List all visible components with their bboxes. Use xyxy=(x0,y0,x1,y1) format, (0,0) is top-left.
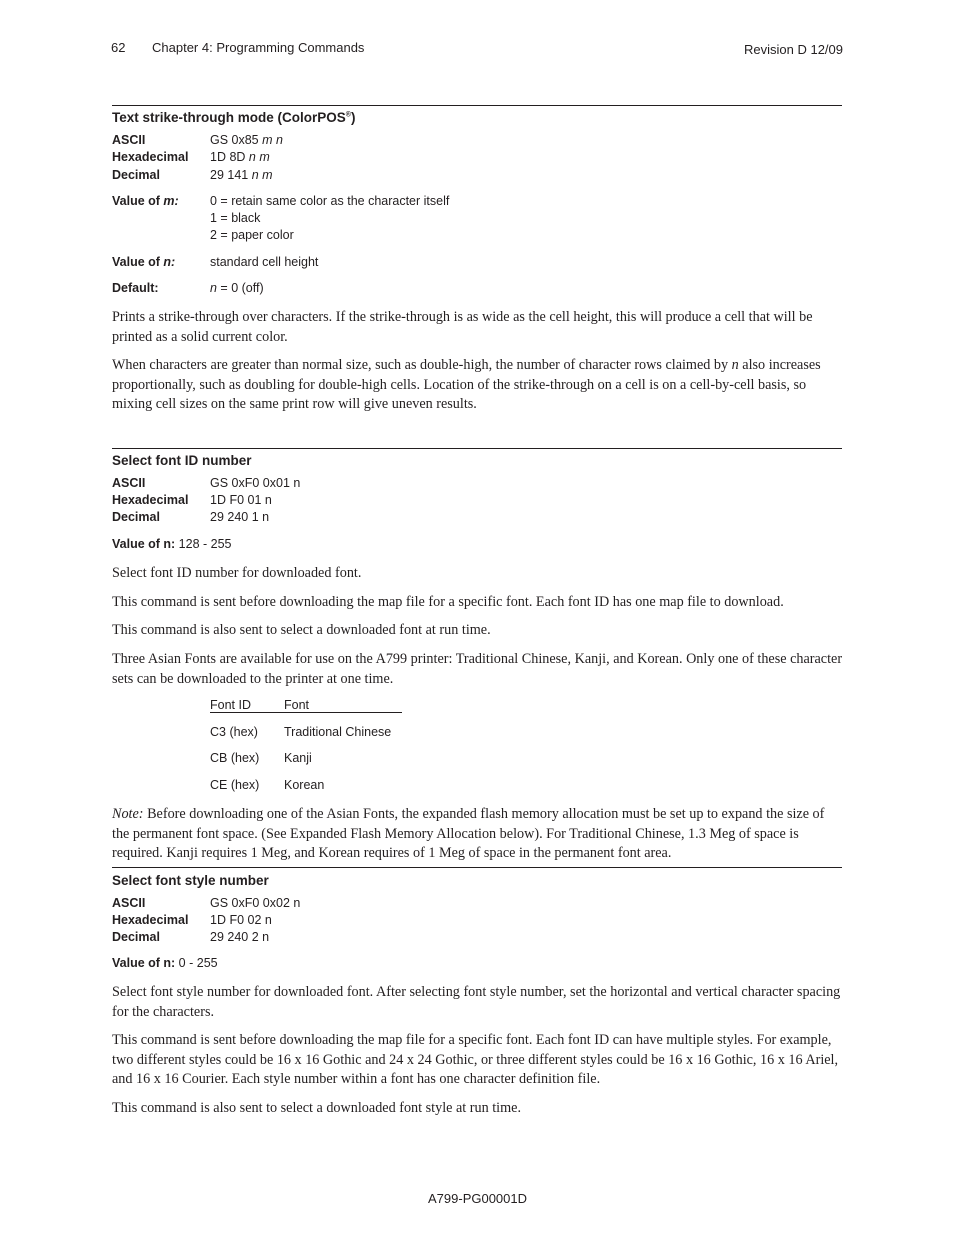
value-n: standard cell height xyxy=(210,255,319,269)
page-number: 62 xyxy=(111,40,126,55)
ascii-label: ASCII xyxy=(112,896,146,910)
default-label: Default: xyxy=(112,281,159,295)
section-divider xyxy=(112,867,842,868)
table-cell-font-id: CE (hex) xyxy=(210,778,260,792)
table-cell-font: Kanji xyxy=(284,751,312,765)
ascii-label: ASCII xyxy=(112,133,146,147)
decimal-label: Decimal xyxy=(112,168,160,182)
chapter-title: Chapter 4: Programming Commands xyxy=(152,40,365,55)
section-title: Select font ID number xyxy=(112,453,252,468)
table-cell-font: Korean xyxy=(284,778,325,792)
note-paragraph: Note: Before downloading one of the Asian Fonts, the expanded flash memory allocation must be set up to expand the size of the permanent font space. (See Expanded Flash Memory Allocation below). For Traditional Chinese, 1.3 Meg of space is required. Kanji requires 1 Meg, and Korean requires of 1 Meg of space in the permanent font area. xyxy=(112,806,825,862)
hex-label: Hexadecimal xyxy=(112,150,189,164)
hex-label: Hexadecimal xyxy=(112,913,189,927)
ascii-value: GS 0x85 m n xyxy=(210,133,283,147)
section-title: Select font style number xyxy=(112,873,269,888)
table-header-rule xyxy=(210,712,402,713)
value-m-1: 1 = black xyxy=(210,211,261,225)
hex-value: 1D 8D n m xyxy=(210,150,270,164)
paragraph: This command is sent before downloading the map file for a specific font. Each font ID has one map file to download. xyxy=(112,594,784,610)
paragraph: Three Asian Fonts are available for use on the A799 printer: Traditional Chinese, Kanji, and Korean. Only one of these character sets can be downloaded to the printer at one time. xyxy=(112,651,843,687)
paragraph: This command is sent before downloading the map file for a specific font. Each font ID can have multiple styles. For example, two different styles could be 16 x 16 Gothic and 24 x 24 Gothic, or three different styles could be 16 x 16 Gothic, 16 x 16 Ariel, and 16 x 16 Courier. Each style number within a font has one character definition file. xyxy=(112,1032,839,1088)
decimal-value: 29 240 2 n xyxy=(210,930,270,944)
decimal-value: 29 141 n m xyxy=(210,168,273,182)
value-n-label: Value of n: xyxy=(112,255,176,269)
table-header-font: Font xyxy=(284,698,310,712)
paragraph: Select font ID number for downloaded font. xyxy=(112,565,362,581)
paragraph: This command is also sent to select a downloaded font at run time. xyxy=(112,622,491,638)
decimal-value: 29 240 1 n xyxy=(210,510,270,524)
ascii-value: GS 0xF0 0x01 n xyxy=(210,476,301,490)
table-cell-font: Traditional Chinese xyxy=(284,725,392,739)
paragraph: Select font style number for downloaded font. After selecting font style number, set the horizontal and vertical character spacing for the characters. xyxy=(112,984,841,1020)
paragraph: When characters are greater than normal size, such as double-high, the number of character rows claimed by n also increases proportionally, such as doubling for double-high cells. Location of the strike-through on a cell is on a cell-by-cell basis, so mixing cell sizes on the same print row will give uneven results. xyxy=(112,357,821,413)
revision-label: Revision D 12/09 xyxy=(744,42,843,57)
decimal-label: Decimal xyxy=(112,510,160,524)
section-divider xyxy=(112,105,842,106)
value-n-label: Value of n: 128 - 255 xyxy=(112,537,232,551)
value-m-label: Value of m: xyxy=(112,194,179,208)
footer-doc-id: A799-PG00001D xyxy=(428,1191,528,1206)
table-cell-font-id: CB (hex) xyxy=(210,751,260,765)
table-header-font-id: Font ID xyxy=(210,698,251,712)
ascii-label: ASCII xyxy=(112,476,146,490)
hex-value: 1D F0 02 n xyxy=(210,913,272,927)
decimal-label: Decimal xyxy=(112,930,160,944)
value-n-label: Value of n: 0 - 255 xyxy=(112,956,218,970)
section-divider xyxy=(112,448,842,449)
hex-value: 1D F0 01 n xyxy=(210,493,272,507)
ascii-value: GS 0xF0 0x02 n xyxy=(210,896,301,910)
paragraph: Prints a strike-through over characters. If the strike-through is as wide as the cell height, this will produce a cell that will be printed as a solid current color. xyxy=(112,309,813,345)
table-cell-font-id: C3 (hex) xyxy=(210,725,258,739)
hex-label: Hexadecimal xyxy=(112,493,189,507)
value-m-0: 0 = retain same color as the character itself xyxy=(210,194,450,208)
paragraph: This command is also sent to select a downloaded font style at run time. xyxy=(112,1100,521,1116)
default-value: n = 0 (off) xyxy=(210,281,264,295)
value-m-2: 2 = paper color xyxy=(210,228,294,242)
section-title: Text strike-through mode (ColorPOS®) xyxy=(112,110,356,125)
